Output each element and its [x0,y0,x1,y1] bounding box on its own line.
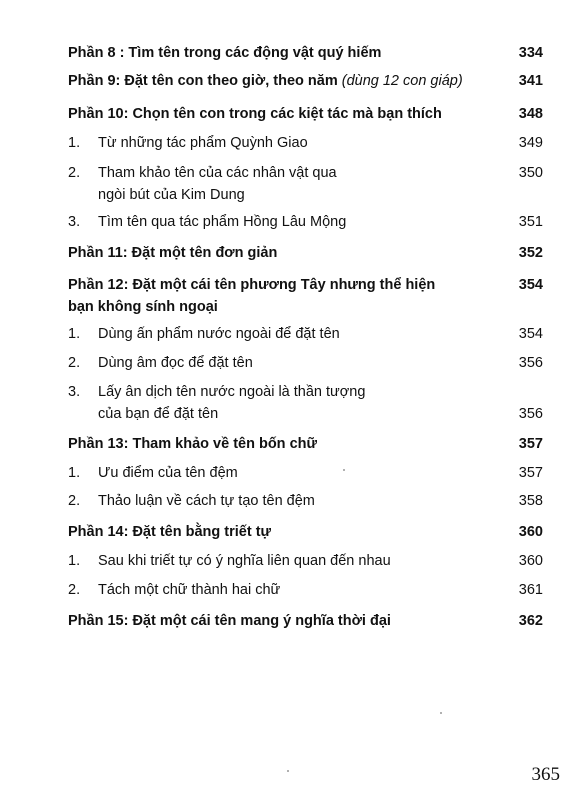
toc-item-title: Dùng âm đọc để đặt tên [98,355,253,371]
toc-part-note: (dùng 12 con giáp) [341,73,463,89]
toc-page-number: 360 [518,553,543,569]
toc-item-title: Sau khi triết tự có ý nghĩa liên quan đến nhau [98,553,391,569]
toc-item-title: Từ những tác phẩm Quỳnh Giao [98,135,308,151]
toc-part-title: Phần 11: Đặt một tên đơn giản [68,245,278,261]
toc-item-number: 2. [68,582,81,598]
toc-page-number: 360 [518,524,543,540]
toc-item-title: Lấy ân dịch tên nước ngoài là thần tượng [98,384,366,400]
toc-part-title-cont: bạn không sính ngoại [68,299,218,315]
toc-page-number: 354 [518,277,543,293]
toc-item-title: Dùng ấn phẩm nước ngoài để đặt tên [98,326,340,342]
toc-page-number: 348 [518,106,543,122]
toc-item-number: 1. [68,553,81,569]
toc-page-number: 351 [518,214,543,230]
toc-page-number: 362 [518,613,543,629]
toc-item-title-cont: của bạn để đặt tên [98,406,219,422]
toc-item-title: Thảo luận về cách tự tạo tên đệm [98,493,315,509]
toc-part-title: Phần 9: Đặt tên con theo giờ, theo năm [68,73,338,89]
scan-speck [440,712,442,714]
toc-page-number: 354 [518,326,543,342]
toc-item-title: Tìm tên qua tác phẩm Hồng Lâu Mộng [98,214,347,230]
toc-item-number: 2. [68,355,81,371]
toc-item-number: 2. [68,493,81,509]
toc-page-number: 356 [518,406,543,422]
toc-item-number: 1. [68,326,81,342]
toc-part-title: Phần 14: Đặt tên bằng triết tự [68,524,272,540]
toc-part-title: Phần 13: Tham khảo về tên bốn chữ [68,436,317,452]
toc-item-title: Tham khảo tên của các nhân vật qua [98,165,337,181]
toc-item-number: 3. [68,214,81,230]
toc-page-number: 352 [518,245,543,261]
toc-part-title: Phần 12: Đặt một cái tên phương Tây nhưng thể hiện [68,277,436,293]
scan-speck [343,469,345,471]
toc-item-number: 3. [68,384,81,400]
toc-item-title: Ưu điểm của tên đệm [98,465,238,481]
toc-page-number: 349 [518,135,543,151]
toc-page-number: 357 [518,465,543,481]
toc-page-number: 356 [518,355,543,371]
toc-page-number: 358 [518,493,543,509]
toc-page-number: 350 [518,165,543,181]
toc-item-title: Tách một chữ thành hai chữ [98,582,281,598]
toc-part-title: Phần 10: Chọn tên con trong các kiệt tác mà bạn thích [68,106,442,122]
toc-page-number: 357 [518,436,543,452]
page-number-folio: 365 [531,764,560,785]
toc-item-number: 2. [68,165,81,181]
toc-page-number: 361 [518,582,543,598]
scan-speck [287,770,289,772]
toc-item-title-cont: ngòi bút của Kim Dung [98,187,245,203]
toc-page-number: 334 [518,45,543,61]
toc-item-number: 1. [68,465,81,481]
toc-item-number: 1. [68,135,81,151]
toc-part-title: Phần 15: Đặt một cái tên mang ý nghĩa thời đại [68,613,391,629]
toc-page-number: 341 [518,73,543,89]
toc-part-title: Phần 8 : Tìm tên trong các động vật quý hiếm [68,45,382,61]
